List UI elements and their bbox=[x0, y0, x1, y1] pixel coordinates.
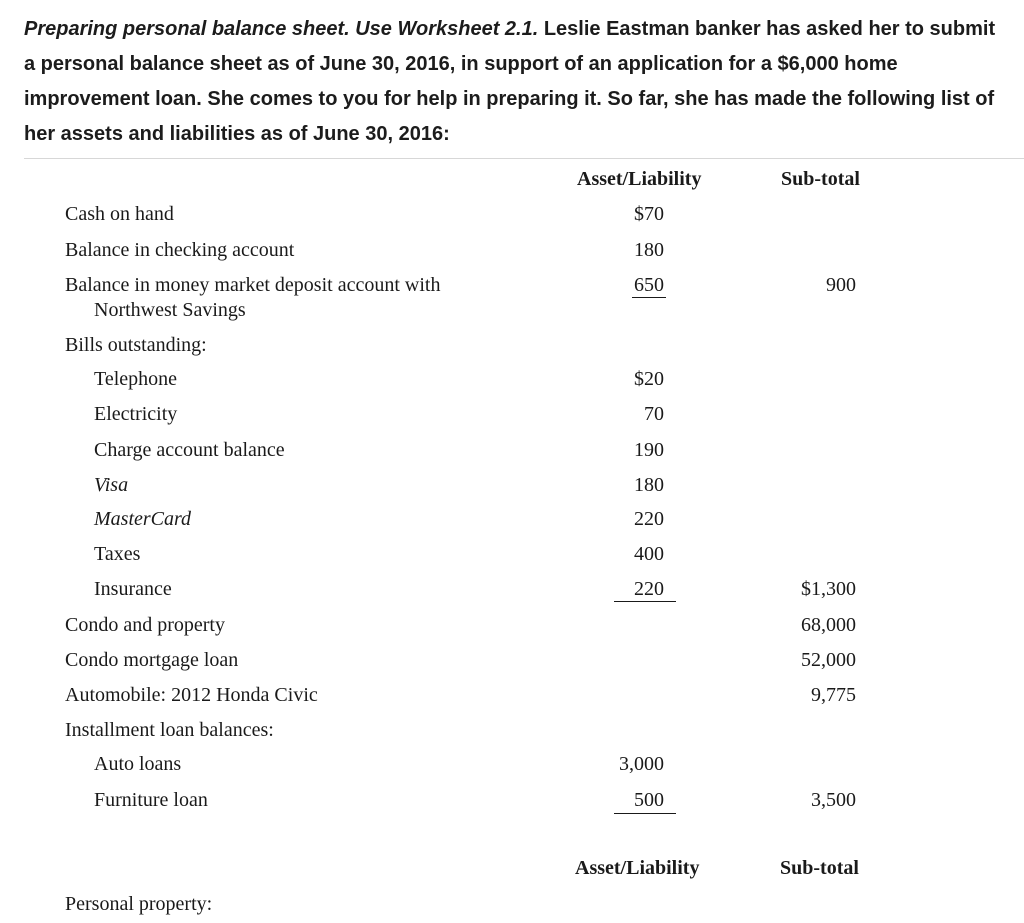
row-subtotal-auto: 9,775 bbox=[811, 684, 856, 706]
row-label-auto: Automobile: 2012 Honda Civic bbox=[65, 684, 318, 706]
row-label-condo: Condo and property bbox=[65, 614, 225, 636]
row-label-charge: Charge account balance bbox=[94, 439, 285, 461]
row-amount-visa: 180 bbox=[634, 474, 664, 496]
row-label-insurance: Insurance bbox=[94, 578, 172, 600]
col-header-asset-liability: Asset/Liability bbox=[577, 168, 702, 190]
row-amount-charge: 190 bbox=[634, 439, 664, 461]
problem-body: Leslie Eastman banker has asked her to submit a personal balance sheet as of June 30, 2016, in support of an application for a $6,000 home improvement loan. She comes to you for help in preparing it. So far, she has made the following list of her assets and liabilities as of June 30, 2016: bbox=[24, 18, 996, 145]
row-label-bills: Bills outstanding: bbox=[65, 334, 207, 356]
row-amount-taxes: 400 bbox=[634, 543, 664, 565]
row-amount-mastercard: 220 bbox=[634, 508, 664, 530]
row-amount-checking: 180 bbox=[634, 239, 664, 261]
amount-underline bbox=[632, 297, 666, 298]
row-label-installment: Installment loan balances: bbox=[65, 719, 274, 741]
amount-underline bbox=[614, 601, 676, 602]
col-header-asset-liability-repeat: Asset/Liability bbox=[575, 857, 700, 879]
row-label-checking: Balance in checking account bbox=[65, 239, 295, 261]
col-header-subtotal-repeat: Sub-total bbox=[780, 857, 859, 879]
row-subtotal-condo: 68,000 bbox=[801, 614, 856, 636]
row-label-personal-property: Personal property: bbox=[65, 893, 213, 915]
divider bbox=[24, 158, 1024, 159]
row-amount-money-market: 650 bbox=[634, 274, 664, 296]
row-label-taxes: Taxes bbox=[94, 543, 141, 565]
row-label-mastercard: MasterCard bbox=[94, 508, 192, 530]
row-amount-telephone: $20 bbox=[634, 368, 664, 390]
col-header-subtotal: Sub-total bbox=[781, 168, 860, 190]
row-label-furniture: Furniture loan bbox=[94, 789, 208, 811]
row-label-money-market-cont: Northwest Savings bbox=[94, 299, 246, 321]
row-label-money-market: Balance in money market deposit account with bbox=[65, 274, 441, 296]
row-label-visa: Visa bbox=[94, 474, 129, 496]
row-subtotal-insurance: $1,300 bbox=[801, 578, 856, 600]
row-label-mortgage: Condo mortgage loan bbox=[65, 649, 239, 671]
row-amount-auto-loans: 3,000 bbox=[619, 753, 664, 775]
row-amount-furniture: 500 bbox=[634, 789, 664, 811]
row-subtotal-money-market: 900 bbox=[826, 274, 856, 296]
row-label-electricity: Electricity bbox=[94, 403, 178, 425]
row-subtotal-mortgage: 52,000 bbox=[801, 649, 856, 671]
row-amount-cash: $70 bbox=[634, 203, 664, 225]
row-label-telephone: Telephone bbox=[94, 368, 178, 390]
row-subtotal-furniture: 3,500 bbox=[811, 789, 856, 811]
amount-underline bbox=[614, 813, 676, 814]
problem-statement bbox=[24, 12, 1009, 152]
row-label-cash: Cash on hand bbox=[65, 203, 174, 225]
row-label-auto-loans: Auto loans bbox=[94, 753, 182, 775]
row-amount-insurance: 220 bbox=[634, 578, 664, 600]
problem-lead: Preparing personal balance sheet. Use Worksheet 2.1. bbox=[24, 18, 539, 40]
row-amount-electricity: 70 bbox=[644, 403, 664, 425]
